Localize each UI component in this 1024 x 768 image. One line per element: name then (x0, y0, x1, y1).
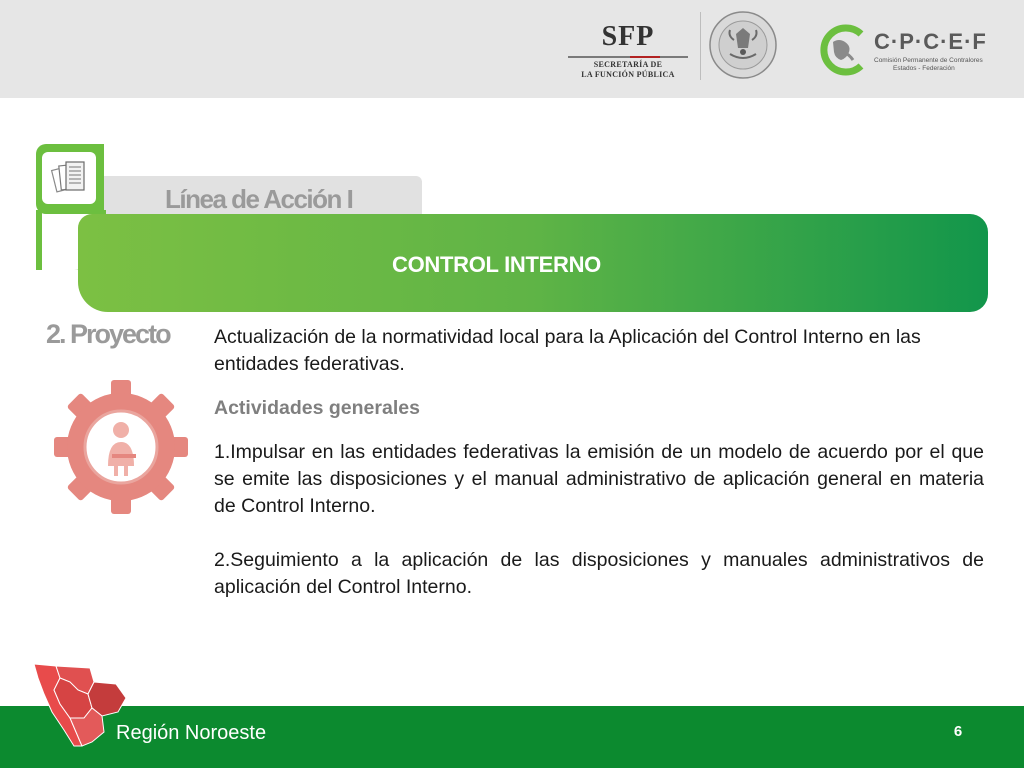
sfp-logo-subtitle-2: LA FUNCIÓN PÚBLICA (581, 70, 675, 79)
linea-accion-label: Línea de Acción I (165, 184, 353, 214)
sfp-logo-rule (568, 56, 688, 58)
header-bar (0, 0, 1024, 98)
page-number: 6 (953, 723, 963, 740)
cpcef-subtitle-1: Comisión Permanente de Contralores (874, 57, 983, 64)
activities-heading: Actividades generales (214, 397, 420, 419)
cpcef-title: C·P·C·E·F (874, 29, 987, 54)
header-divider (700, 12, 701, 80)
documents-icon (50, 158, 88, 196)
sfp-logo-subtitle-1: SECRETARÍA DE (593, 60, 663, 69)
gear-person-icon (52, 378, 190, 516)
cpcef-subtitle-2: Estados - Federación (893, 65, 955, 72)
project-description: Actualización de la normatividad local para la Aplicación del Control Interno en las entidades federativas. (214, 326, 921, 375)
sfp-logo (568, 22, 688, 82)
activity-item-2: 2.Seguimiento a la aplicación de las disposiciones y manuales administrativos de aplicación del Control Interno. (214, 549, 984, 598)
project-label: 2. Proyecto (46, 319, 170, 349)
sfp-logo-title: SFP (601, 21, 655, 52)
cpcef-logo-icon (817, 24, 869, 76)
region-label: Región Noroeste (116, 722, 267, 744)
activity-item-1: 1.Impulsar en las entidades federativas la emisión de un modelo de acuerdo por el que se emite las disposiciones y el manual administrativo de aplicación general en materia de Control Interno. (214, 441, 984, 517)
seal-icon (708, 10, 778, 80)
project-content (214, 324, 984, 601)
banner-title: CONTROL INTERNO (392, 252, 601, 277)
